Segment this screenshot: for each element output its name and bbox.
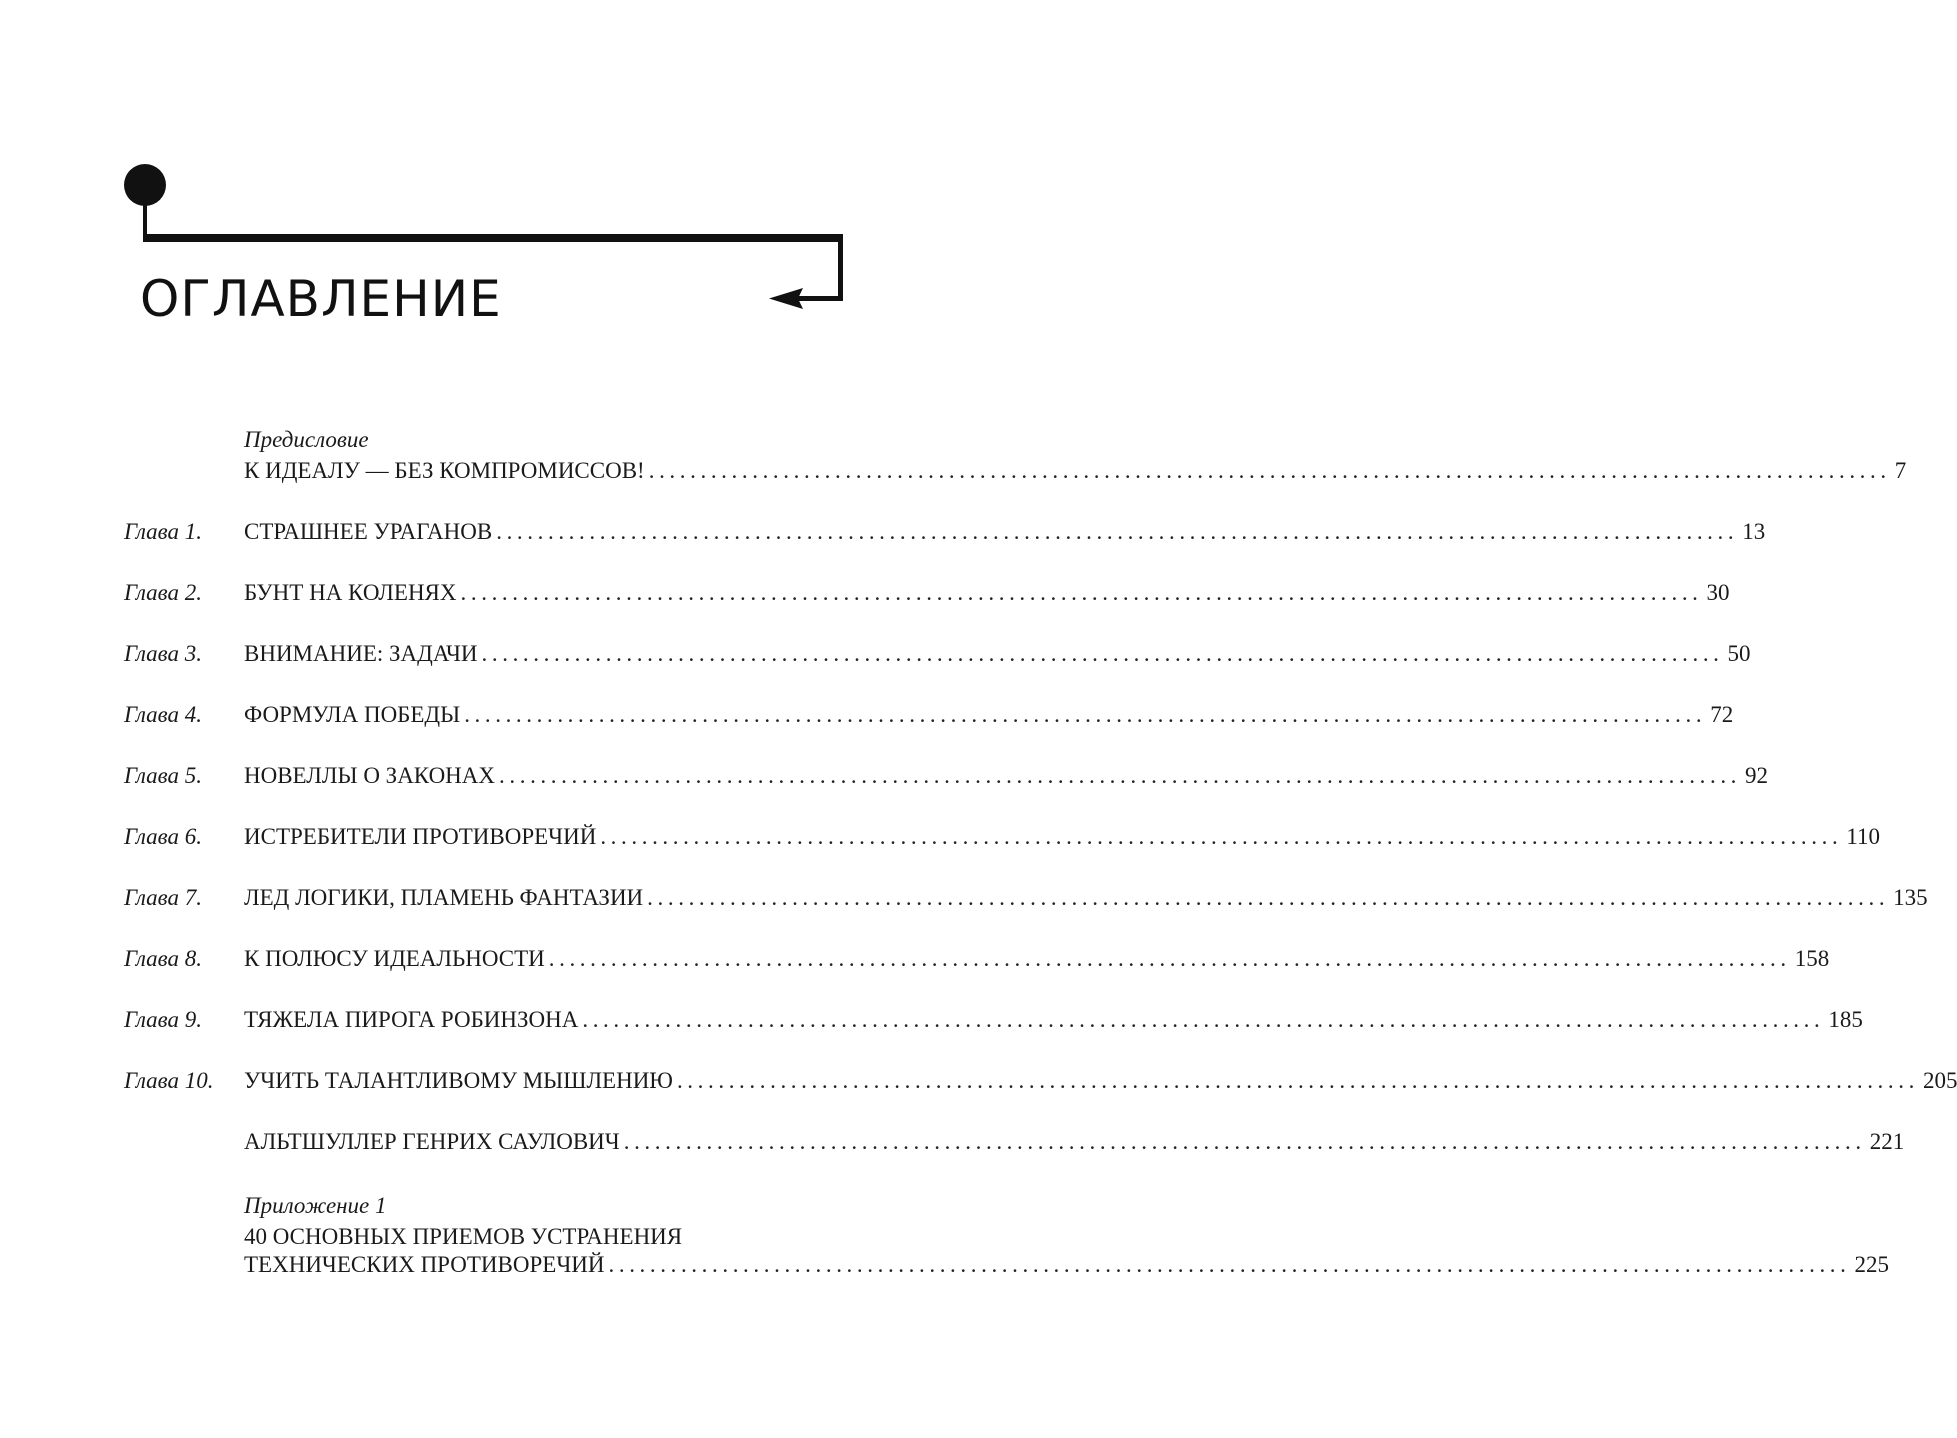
toc-page-number: 185	[1828, 1007, 1863, 1032]
toc-line	[244, 458, 1907, 484]
toc-title: ЛЕД ЛОГИКИ, ПЛАМЕНЬ ФАНТАЗИИ	[244, 885, 644, 910]
dot-leader: ........................................................................................................................	[608, 1252, 1851, 1277]
chapter-label: Глава 9.	[124, 1007, 202, 1032]
dot-leader: ........................................................................................................................	[548, 946, 1791, 971]
toc-title: НОВЕЛЛЫ О ЗАКОНАХ	[244, 763, 496, 788]
chapter-label: Глава 5.	[124, 763, 202, 788]
dot-leader: ........................................................................................................................	[600, 824, 1843, 849]
preface-label: Предисловие	[244, 427, 369, 452]
toc-line	[244, 1007, 1863, 1033]
toc-line	[244, 1068, 1957, 1094]
toc-line	[244, 946, 1830, 972]
toc-title: ФОРМУЛА ПОБЕДЫ	[244, 702, 461, 727]
toc-page-number: 92	[1745, 763, 1769, 788]
dot-leader: ........................................................................................................................	[648, 458, 1891, 483]
toc-line	[244, 763, 1769, 789]
toc-page-number: 30	[1706, 580, 1730, 605]
toc-line	[244, 1252, 1889, 1278]
dot-leader: ........................................................................................................................	[481, 641, 1724, 666]
toc-line	[244, 641, 1751, 667]
dot-leader: ........................................................................................................................	[582, 1007, 1825, 1032]
dot-leader: ........................................................................................................................	[464, 702, 1707, 727]
toc-title: К ИДЕАЛУ — БЕЗ КОМПРОМИССОВ!	[244, 458, 645, 483]
toc-line	[244, 702, 1734, 728]
toc-page-number: 135	[1893, 885, 1928, 910]
toc-line	[244, 885, 1928, 911]
toc-title: СТРАШНЕЕ УРАГАНОВ	[244, 519, 493, 544]
appendix-label: Приложение 1	[244, 1193, 387, 1218]
toc-title: К ПОЛЮСУ ИДЕАЛЬНОСТИ	[244, 946, 545, 971]
toc-line	[244, 1129, 1905, 1155]
toc-page-number: 50	[1727, 641, 1751, 666]
toc-page-number: 205	[1922, 1068, 1957, 1093]
dot-leader: ........................................................................................................................	[647, 885, 1890, 910]
dot-leader: ........................................................................................................................	[460, 580, 1703, 605]
chapter-label: Глава 1.	[124, 519, 202, 544]
chapter-label: Глава 4.	[124, 702, 202, 727]
toc-page-number: 225	[1854, 1252, 1889, 1277]
chapter-label: Глава 2.	[124, 580, 202, 605]
chapter-label: Глава 6.	[124, 824, 202, 849]
toc-title: УЧИТЬ ТАЛАНТЛИВОМУ МЫШЛЕНИЮ	[244, 1068, 673, 1093]
chapter-label: Глава 10.	[124, 1068, 214, 1093]
dot-leader: ........................................................................................................................	[496, 519, 1739, 544]
toc-title-line-1: 40 ОСНОВНЫХ ПРИЕМОВ УСТРАНЕНИЯ	[244, 1224, 683, 1249]
toc-page-number: 158	[1794, 946, 1830, 971]
toc-page-number: 110	[1846, 824, 1880, 849]
toc-title-line-2: ТЕХНИЧЕСКИХ ПРОТИВОРЕЧИЙ	[244, 1252, 605, 1277]
toc-page-number: 7	[1894, 458, 1907, 483]
toc-line	[244, 519, 1766, 545]
chapter-label: Глава 7.	[124, 885, 202, 910]
toc-line	[244, 824, 1880, 850]
toc-page-number: 221	[1869, 1129, 1905, 1154]
toc-title: ВНИМАНИЕ: ЗАДАЧИ	[244, 641, 478, 666]
dot-leader: ........................................................................................................................	[623, 1129, 1866, 1154]
toc-title: АЛЬТШУЛЛЕР ГЕНРИХ САУЛОВИЧ	[244, 1129, 620, 1154]
chapter-label: Глава 8.	[124, 946, 202, 971]
toc-page-number: 72	[1710, 702, 1734, 727]
toc-title: ТЯЖЕЛА ПИРОГА РОБИНЗОНА	[244, 1007, 579, 1032]
dot-leader: ........................................................................................................................	[499, 763, 1742, 788]
page-title: ОГЛАВЛЕНИЕ	[140, 270, 502, 328]
toc-title: ИСТРЕБИТЕЛИ ПРОТИВОРЕЧИЙ	[244, 824, 597, 849]
chapter-label: Глава 3.	[124, 641, 202, 666]
toc-page-number: 13	[1742, 519, 1766, 544]
toc-line	[244, 580, 1730, 606]
toc-title: БУНТ НА КОЛЕНЯХ	[244, 580, 457, 605]
dot-leader: ........................................................................................................................	[676, 1068, 1919, 1093]
